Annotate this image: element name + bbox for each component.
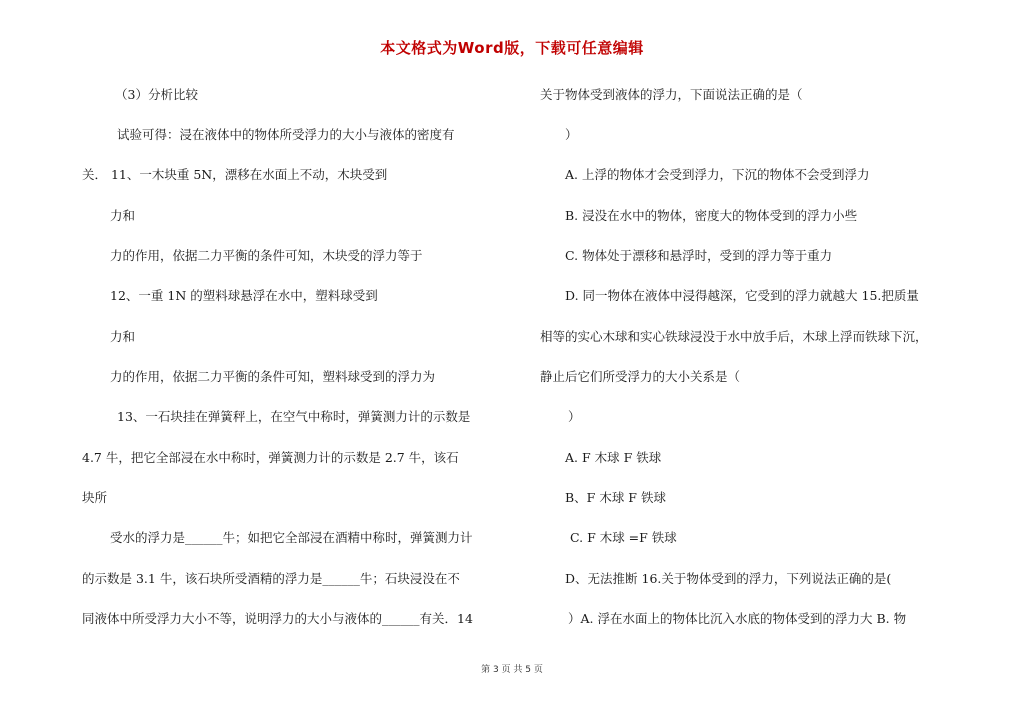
right-text-line: B、F 木球 F 铁球	[565, 490, 666, 505]
left-text-line: 块所	[82, 490, 108, 505]
right-text-line: A. 上浮的物体才会受到浮力，下沉的物体不会受到浮力	[565, 167, 870, 182]
left-text-line: 试验可得：浸在液体中的物体所受浮力的大小与液体的密度有	[117, 127, 455, 142]
left-text-line: 的示数是 3.1 牛，该石块所受酒精的浮力是______牛；石块浸没在不	[82, 571, 460, 586]
left-text-line: 12、一重 1N 的塑料球悬浮在水中，塑料球受到	[110, 288, 378, 303]
right-text-line: ）	[568, 409, 581, 424]
right-text-line: B. 浸没在水中的物体，密度大的物体受到的浮力小些	[565, 208, 858, 223]
right-text-line: C. F 木球 =F 铁球	[570, 530, 677, 545]
document-header-title: 本文格式为Word版，下载可任意编辑	[380, 39, 644, 57]
left-text-line: （3）分析比较	[115, 87, 198, 102]
left-text-line: 力的作用，依据二力平衡的条件可知，木块受的浮力等于	[110, 248, 423, 263]
left-text-line: 关． 11、一木块重 5N，漂移在水面上不动，木块受到	[82, 167, 388, 182]
left-text-line: 受水的浮力是______牛；如把它全部浸在酒精中称时，弹簧测力计	[110, 530, 473, 545]
left-text-line: 13、一石块挂在弹簧秤上，在空气中称时，弹簧测力计的示数是	[117, 409, 471, 424]
page-number: 第 3 页 共 5 页	[481, 665, 543, 675]
left-text-line: 力和	[110, 329, 136, 344]
right-text-line: D、无法推断 16.关于物体受到的浮力，下列说法正确的是(	[565, 571, 892, 586]
left-text-line: 力的作用，依据二力平衡的条件可知，塑料球受到的浮力为	[110, 369, 436, 384]
right-text-line: C. 物体处于漂移和悬浮时，受到的浮力等于重力	[565, 248, 833, 263]
right-text-line: ）A. 浮在水面上的物体比沉入水底的物体受到的浮力大 B. 物	[568, 611, 907, 626]
left-text-line: 同液体中所受浮力大小不等，说明浮力的大小与液体的______有关．14	[82, 611, 473, 626]
right-text-line: ）	[565, 127, 578, 142]
right-text-line: A. F 木球 F 铁球	[565, 450, 662, 465]
right-text-line: 关于物体受到液体的浮力，下面说法正确的是（	[540, 87, 803, 102]
left-text-line: 力和	[110, 208, 136, 223]
left-text-line: 4.7 牛，把它全部浸在水中称时，弹簧测力计的示数是 2.7 牛，该石	[82, 450, 459, 465]
right-text-line: D. 同一物体在液体中浸得越深，它受到的浮力就越大 15.把质量	[565, 288, 919, 303]
right-text-line: 静止后它们所受浮力的大小关系是（	[540, 369, 741, 384]
right-text-line: 相等的实心木球和实心铁球浸没于水中放手后，木球上浮而铁球下沉，	[540, 329, 928, 344]
